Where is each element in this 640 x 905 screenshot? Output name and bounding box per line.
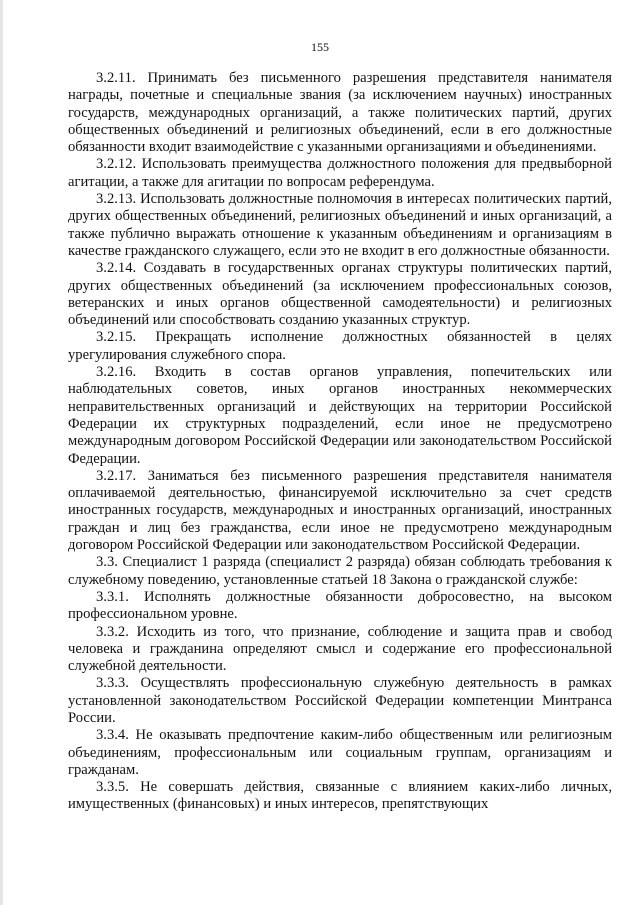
paragraph-3-3: 3.3. Специалист 1 разряда (специалист 2 разряда) обязан соблюдать требования к служебному поведению, установленные статьей 18 Закона о гражданской службе: bbox=[68, 554, 612, 588]
paragraph-3-3-3: 3.3.3. Осуществлять профессиональную служебную деятельность в рамках установленной законодательством Российской Федерации компетенции Минтранса России. bbox=[68, 675, 612, 726]
page-number: 155 bbox=[311, 40, 329, 54]
paragraph-3-2-14: 3.2.14. Создавать в государственных органах структуры политических партий, других общественных объединений (за исключением профессиональных союзов, ветеранских и иных органов общественной самодеятельности) и религиозных объединений или способствовать созданию указанных структур. bbox=[68, 260, 612, 329]
paragraph-3-2-17: 3.2.17. Заниматься без письменного разрешения представителя нанимателя оплачиваемой деятельностью, финансируемой исключительно за счет средств иностранных государств, международных и иностранных организаций, иностранных граждан и лиц без гражданства, если иное не предусмотрено международным договором Российской Федерации или законодательством Российской Федерации. bbox=[68, 467, 612, 554]
paragraph-3-3-4: 3.3.4. Не оказывать предпочтение каким-либо общественным или религиозным объединениям, профессиональным или социальным группам, организациям и гражданам. bbox=[68, 727, 612, 778]
paragraph-3-2-13: 3.2.13. Использовать должностные полномочия в интересах политических партий, других общественных объединений, религиозных объединений и иных организаций, а также публично выражать отношение к указанным объединениям и организациям в качестве гражданского служащего, если это не входит в его должностные обязанности. bbox=[68, 191, 612, 259]
paragraph-3-2-15: 3.2.15. Прекращать исполнение должностных обязанностей в целях урегулирования служебного спора. bbox=[68, 329, 612, 363]
paragraph-3-3-5: 3.3.5. Не совершать действия, связанные с влиянием каких-либо личных, имущественных (финансовых) и иных интересов, препятствующих bbox=[68, 779, 612, 813]
paragraph-3-2-11: 3.2.11. Принимать без письменного разрешения представителя нанимателя награды, почетные и специальные звания (за исключением научных) иностранных государств, международных организаций, а также политических партий, других общественных объединений и религиозных объединений, если в его должностные обязанности входит взаимодействие с указанными организациями и объединениями. bbox=[68, 70, 612, 156]
scan-edge bbox=[0, 0, 3, 905]
paragraph-3-3-2: 3.3.2. Исходить из того, что признание, соблюдение и защита прав и свобод человека и гражданина определяют смысл и содержание его профессиональной служебной деятельности. bbox=[68, 623, 612, 675]
paragraph-3-2-12: 3.2.12. Использовать преимущества должностного положения для предвыборной агитации, а также для агитации по вопросам референдума. bbox=[68, 156, 612, 190]
document-body bbox=[68, 70, 612, 814]
paragraph-3-2-16: 3.2.16. Входить в состав органов управления, попечительских или наблюдательных советов, иных органов иностранных некоммерческих неправительственных организаций и действующих на территории Российской Федерации их структурных подразделений, если иное не предусмотрено международным договором Российской Федерации или законодательством Российской Федерации. bbox=[68, 364, 612, 467]
paragraph-3-3-1: 3.3.1. Исполнять должностные обязанности добросовестно, на высоком профессиональном уровне. bbox=[68, 588, 612, 623]
